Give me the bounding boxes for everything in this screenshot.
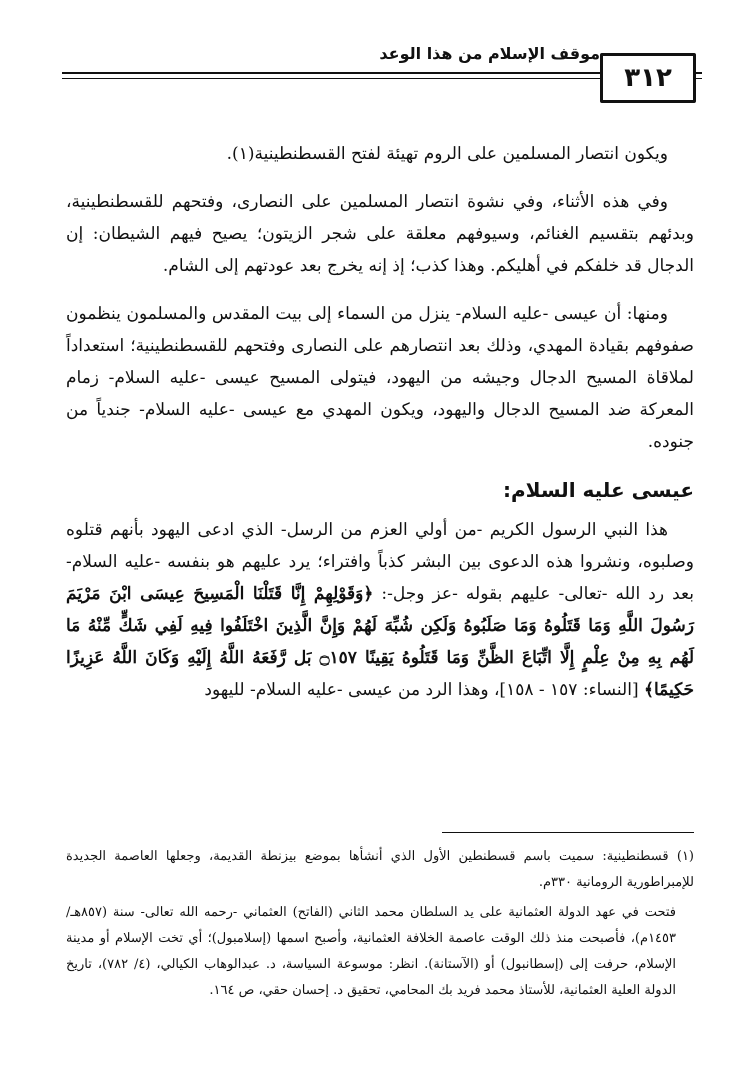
paragraph-1: ويكون انتصار المسلمين على الروم تهيئة لفتح القسطنطينية(١). <box>226 144 668 164</box>
page-number: ٣١٢ <box>600 53 696 103</box>
footnotes <box>66 844 694 1008</box>
paragraph-2: وفي هذه الأثناء، وفي نشوة انتصار المسلمين على النصارى، وفتحهم للقسطنطينية، وبدئهم بتقسيم الغنائم، وسيوفهم معلقة على شجر الزيتون؛ يصيح فيهم الشيطان: إن الدجال قد خلفكم في أهليكم. وهذا كذب؛ إذ إنه يخرج بعد عودتهم إلى الشام. <box>66 192 694 276</box>
paragraph-3: ومنها: أن عيسى -عليه السلام- ينزل من السماء إلى بيت المقدس والمسلمون ينظمون صفوفهم بقيادة المهدي، وذلك بعد انتصارهم على النصارى وفتحهم للقسطنطينية؛ استعداداً لملاقاة المسيح الدجال وجيشه من اليهود، فيتولى المسيح عيسى -عليه السلام- زمام المعركة ضد المسيح الدجال واليهود، ويكون المهدي مع عيسى -عليه السلام- جندياً من جنوده. <box>66 304 694 452</box>
quran-verse: ﴿وَقَوْلِهِمْ إِنَّا قَتَلْنَا الْمَسِيحَ عِيسَى ابْنَ مَرْيَمَ رَسُولَ اللَّهِ وَمَا قَتَلُوهُ وَمَا صَلَبُوهُ وَلَكِن شُبِّهَ لَهُمْ وَإِنَّ الَّذِينَ اخْتَلَفُوا فِيهِ لَفِي شَكٍّ مِّنْهُ مَا لَهُم بِهِ مِنْ عِلْمٍ إِلَّا اتِّبَاعَ الظَّنِّ وَمَا قَتَلُوهُ يَقِينًا ۝١٥٧ بَل رَّفَعَهُ اللَّهُ إِلَيْهِ وَكَانَ اللَّهُ عَزِيزًا حَكِيمًا﴾ <box>66 584 694 700</box>
footnote-separator <box>442 832 694 833</box>
main-text <box>66 138 694 722</box>
running-title: موقف الإسلام من هذا الوعد <box>379 44 600 63</box>
footnote-1a: (١) قسطنطينية: سميت باسم قسطنطين الأول الذي أنشأها بموضع بيزنطة القديمة، وجعلها العاصمة الجديدة للإمبراطورية الرومانية ٣٣٠م. <box>66 849 694 890</box>
footnote-1b: فتحت في عهد الدولة العثمانية على يد السلطان محمد الثاني (الفاتح) العثماني -رحمه الله تعالى- سنة (٨٥٧هـ/ ١٤٥٣م)، فأصبحت منذ ذلك الوقت عاصمة الخلافة العثمانية، وأصبح اسمها (إسلامبول)؛ أي تخت الإسلام أو مدينة الإسلام، حرفت إلى (إسطانبول) أو (الآستانة). انظر: موسوعة السياسة، د. عبدالوهاب الكيالي، (٤/ ٧٨٢)، تاريخ الدولة العلية العثمانية، للأستاذ محمد فريد بك المحامي، تحقيق د. إحسان حقي، ص ١٦٤. <box>66 905 676 998</box>
section-heading: عيسى عليه السلام: <box>502 478 694 502</box>
paragraph-4 <box>66 514 694 706</box>
paragraph-4-start: هذا النبي الرسول الكريم -من أولي العزم من الرسل- الذي ادعى اليهود بأنهم قتلوه وصلبوه، ونشروا هذه الدعوى بين البشر كذباً وافتراء؛ يرد عليهم هو بنفسه -عليه السلام- بعد رد الله -تعالى- عليهم بقوله -عز وجل-: <box>66 520 694 604</box>
paragraph-4-end: [النساء: ١٥٧ - ١٥٨]، وهذا الرد من عيسى -عليه السلام- لليهود <box>204 680 644 700</box>
